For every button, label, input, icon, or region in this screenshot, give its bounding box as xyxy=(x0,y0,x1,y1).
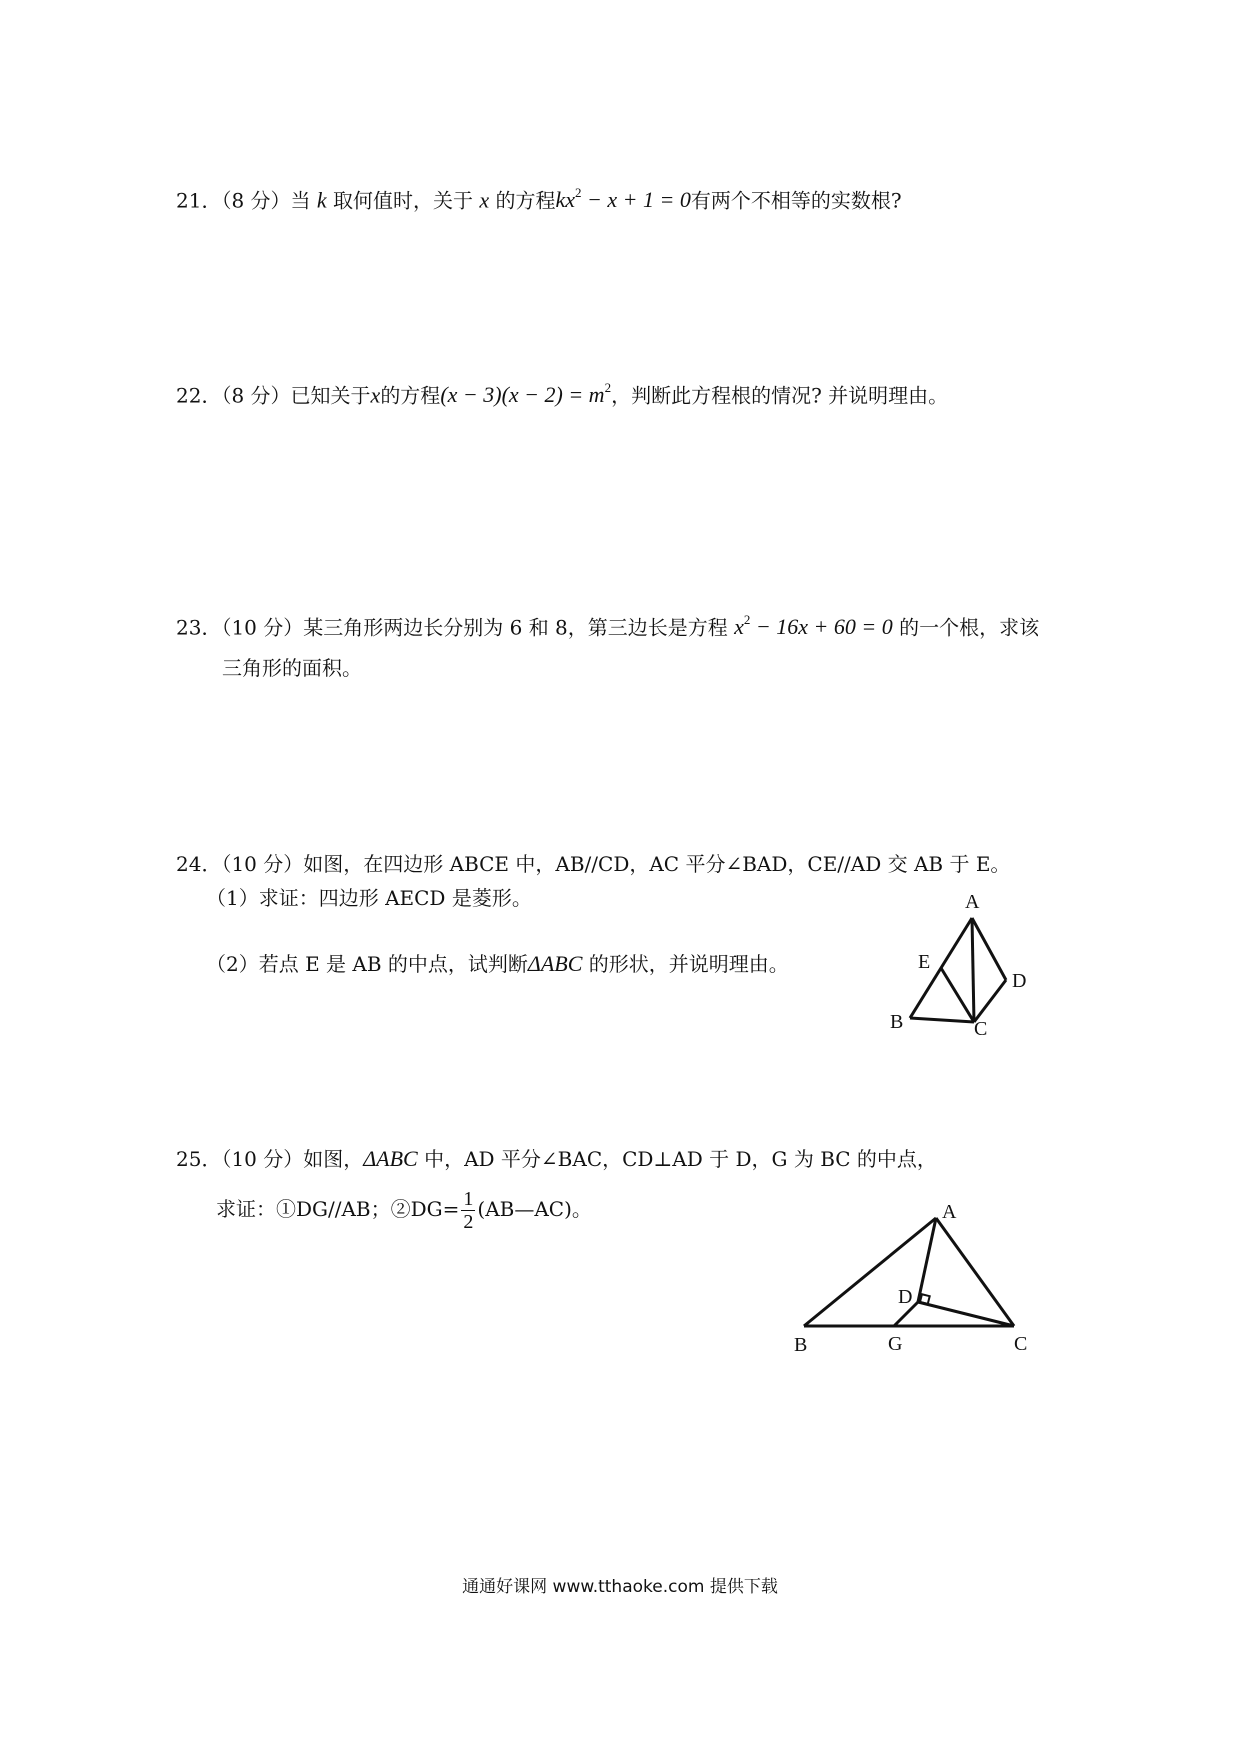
q25-text-2: 中，AD 平分∠BAC，CD⊥AD 于 D，G 为 BC 的中点， xyxy=(424,1147,937,1171)
q24-part-2-text-a: （2）若点 E 是 AB 的中点，试判断 xyxy=(206,952,528,976)
q25-score: （10 分） xyxy=(221,1147,304,1171)
q25-segment-ab xyxy=(804,1218,936,1326)
page-footer: 通通好课网 www.tthaoke.com 提供下载 xyxy=(462,1577,778,1597)
q24-label-e: E xyxy=(918,951,931,973)
q22-equation xyxy=(440,382,611,407)
q21-score: （8 分） xyxy=(221,188,291,213)
q24-segment-ac xyxy=(972,918,974,1022)
q25-fraction-numerator: 1 xyxy=(463,1188,474,1210)
q23-score: （10 分） xyxy=(221,615,304,640)
q22-text-1: 已知关于 xyxy=(290,383,371,408)
q22-text-3: ，判断此方程根的情况? 并说明理由。 xyxy=(611,383,949,408)
q24-stem: 如图，在四边形 ABCE 中，AB//CD，AC 平分∠BAD，CE//AD 交 AB 于 E。 xyxy=(303,852,1011,876)
q23-text-1: 某三角形两边长分别为 6 和 8，第三边长是方程 xyxy=(303,615,728,640)
q25-proof xyxy=(216,1187,592,1233)
q23-line-2: 三角形的面积。 xyxy=(222,656,362,680)
q24-triangle-abc: ΔABC xyxy=(527,951,583,976)
q21-eq-base: kx xyxy=(555,187,576,213)
q25-label-b: B xyxy=(794,1334,808,1356)
q25-label-d: D xyxy=(898,1286,913,1308)
q24-label-c: C xyxy=(974,1018,988,1040)
q23-eq-base: x xyxy=(734,614,744,640)
q23-equation xyxy=(734,614,893,639)
q25-label-g: G xyxy=(888,1333,903,1355)
q25-text-1: 如图， xyxy=(303,1147,364,1171)
q21-text-3: 的方程 xyxy=(495,188,556,213)
q25-number: 25． xyxy=(176,1147,222,1171)
q23-text-2: 的一个根，求该 xyxy=(899,615,1040,640)
q21-var-x: x xyxy=(479,187,490,213)
question-22 xyxy=(176,376,948,409)
q21-text-4: 有两个不相等的实数根? xyxy=(690,188,902,213)
q24-segment-cd xyxy=(974,980,1006,1022)
q24-part-2 xyxy=(206,950,789,978)
q21-equation xyxy=(556,187,691,212)
q22-var-x: x xyxy=(370,382,381,408)
question-25 xyxy=(176,1145,937,1173)
q21-text-1: 当 xyxy=(290,188,311,213)
q24-segment-ec xyxy=(941,968,974,1022)
q24-segment-ad xyxy=(972,918,1006,980)
q25-label-c: C xyxy=(1014,1333,1028,1355)
question-24 xyxy=(176,850,1010,878)
q24-figure xyxy=(880,890,1060,1040)
q21-text-2: 取何值时，关于 xyxy=(333,188,474,213)
q25-figure xyxy=(790,1190,1050,1360)
q23-eq-rest: − 16x + 60 = 0 xyxy=(750,614,893,640)
q22-number: 22． xyxy=(176,383,222,408)
q24-part-1: （1）求证：四边形 AECD 是菱形。 xyxy=(206,886,532,910)
q22-eq-main: (x − 3)(x − 2) = m xyxy=(440,382,605,408)
q24-part-2-text-b: 的形状，并说明理由。 xyxy=(588,952,789,976)
q22-score: （8 分） xyxy=(221,383,291,408)
q25-label-a: A xyxy=(942,1201,957,1223)
q24-number: 24． xyxy=(176,852,222,876)
q24-label-a: A xyxy=(965,891,980,913)
q21-eq-exp: 2 xyxy=(575,185,582,200)
q25-proof-text-a: 求证：①DG//AB；②DG= xyxy=(216,1197,460,1221)
q25-triangle-abc: ΔABC xyxy=(363,1146,418,1171)
q23-eq-exp: 2 xyxy=(743,612,751,627)
q22-text-2: 的方程 xyxy=(380,383,441,408)
q22-eq-exp: 2 xyxy=(604,380,612,395)
q24-segment-bc xyxy=(910,1018,974,1022)
q25-fraction-denominator: 2 xyxy=(463,1211,474,1233)
q25-right-angle-mark xyxy=(920,1294,930,1304)
q21-eq-rest: − x + 1 = 0 xyxy=(581,187,691,213)
q21-var-k: k xyxy=(316,187,327,213)
q25-fraction xyxy=(461,1188,475,1233)
q23-number: 23． xyxy=(176,615,222,640)
q24-label-b: B xyxy=(890,1011,904,1033)
q25-proof-text-b: (AB—AC)。 xyxy=(477,1197,592,1221)
q21-number: 21． xyxy=(176,188,222,213)
question-21 xyxy=(176,181,902,214)
q24-label-d: D xyxy=(1012,970,1027,992)
q24-score: （10 分） xyxy=(221,852,304,876)
question-23 xyxy=(176,608,1039,641)
